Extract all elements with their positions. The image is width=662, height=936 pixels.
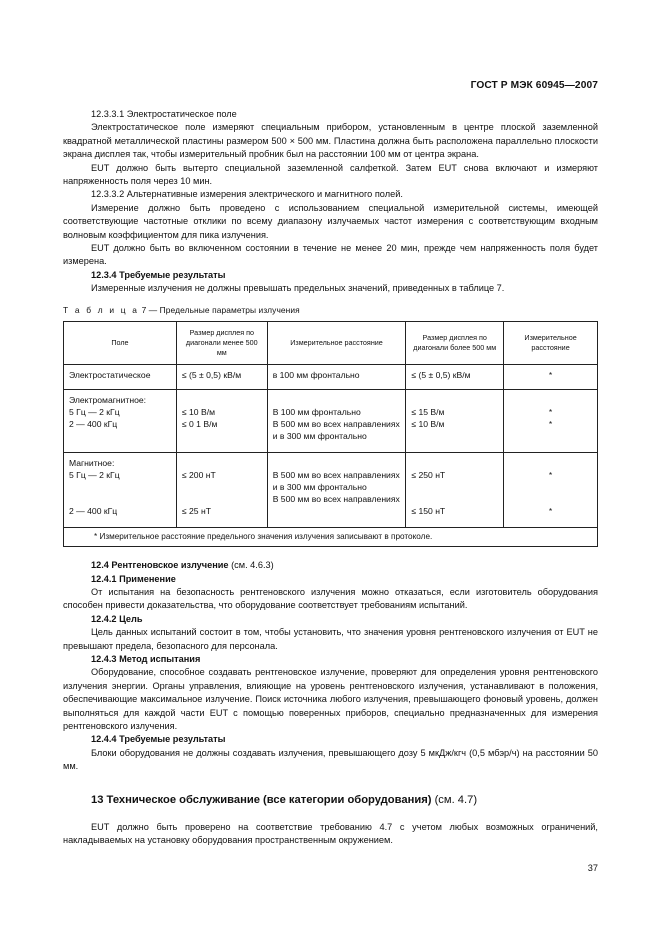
- section-heading-text: 12.4 Рентгеновское излучение: [91, 560, 229, 571]
- table-header-row: [64, 322, 598, 365]
- cell-line: *: [548, 407, 553, 418]
- table-caption: [63, 304, 598, 317]
- cell-line: ≤ 25 нТ: [181, 506, 211, 517]
- cell-line: 5 Гц — 2 кГц: [69, 470, 120, 481]
- page-number: 37: [587, 863, 598, 873]
- section-heading: 12.3.4 Требуемые результаты: [91, 269, 226, 280]
- table-cell: [267, 390, 406, 453]
- cell-line: В 100 мм фронтально: [272, 407, 361, 418]
- paragraph: EUT должно быть проверено на соответствие требованию 4.7 с учетом любых возможных ограничений, накладываемых на установку оборудования пространственным окружением.: [63, 822, 598, 846]
- table-row: [64, 390, 598, 453]
- table-caption-label: Т а б л и ц а: [63, 304, 140, 315]
- section-heading: [63, 559, 598, 572]
- standard-designation: ГОСТ Р МЭК 60945—2007: [470, 80, 598, 91]
- subclause-heading: 12.3.3.2 Альтернативные измерения электрического и магнитного полей.: [91, 189, 403, 200]
- table-caption-text: 7 — Предельные параметры излучения: [141, 304, 300, 315]
- cell-line: 2 — 400 кГц: [69, 506, 118, 517]
- page-content: [63, 108, 598, 848]
- table-cell: ≤ (5 ± 0,5) кВ/м: [176, 365, 267, 390]
- table-row: [64, 453, 598, 528]
- table-cell: [406, 390, 504, 453]
- clause-heading-text: 13 Техническое обслуживание (все категории оборудования): [91, 793, 432, 806]
- table-cell: *: [504, 365, 598, 390]
- paragraph: Измерение должно быть проведено с использованием специальной измерительной системы, имеющей соответствующие частотные отклики по всему диапазону излучаемых частот измерения с соответствующим входным волновым коэффициентом для пика излучения.: [63, 202, 598, 240]
- table-cell: [176, 390, 267, 453]
- limits-table: [63, 321, 598, 547]
- cell-line: В 500 мм во всех направлениях и в 300 мм фронтально: [272, 470, 400, 493]
- cell-line: ≤ 150 нТ: [411, 506, 446, 517]
- paragraph: Блоки оборудования не должны создавать излучения, превышающего дозу 5 мкДж/кгч (0,5 мбэр/ч) на расстоянии 50 мм.: [63, 747, 598, 772]
- cell-line: Электромагнитное:: [69, 395, 147, 406]
- paragraph: EUT должно быть во включенном состоянии в течение не менее 20 мин, прежде чем напряженность поля будет измерена.: [63, 243, 598, 267]
- table-cell: [504, 453, 598, 528]
- paragraph: Электростатическое поле измеряют специальным прибором, установленным в центре плоской заземленной квадратной металлической пластины размером 500 × 500 мм. Пластина должна быть расположена параллельно плоскости экрана дисплея так, чтобы измерительный пробник был на расстоянии 100 мм от центра экрана.: [63, 122, 598, 160]
- cell-line: В 500 мм во всех направлениях: [272, 494, 400, 505]
- header-cell: Поле: [64, 322, 177, 365]
- subclause-heading: 12.4.1 Применение: [91, 573, 176, 584]
- subclause-heading: 12.4.4 Требуемые результаты: [91, 734, 226, 745]
- table-footnote: * Измерительное расстояние предельного значения излучения записывают в протоколе.: [64, 528, 598, 547]
- table-cell: [176, 453, 267, 528]
- cell-line: ≤ 15 В/м: [411, 407, 445, 418]
- table-cell: [64, 453, 177, 528]
- cell-line: ≤ 0 1 В/м: [181, 419, 218, 430]
- cell-line: ≤ 200 нТ: [181, 470, 216, 481]
- table-row: [64, 365, 598, 390]
- cell-line: ≤ 250 нТ: [411, 470, 446, 481]
- paragraph: Измеренные излучения не должны превышать предельных значений, приведенных в таблице 7.: [91, 283, 505, 294]
- subclause-heading: 12.3.3.1 Электростатическое поле: [91, 109, 237, 119]
- clause-heading: [63, 794, 598, 807]
- section-reference: (см. 4.6.3): [231, 560, 274, 571]
- cell-line: В 500 мм во всех направлениях и в 300 мм фронтально: [272, 419, 400, 442]
- cell-line: ≤ 10 В/м: [411, 419, 445, 430]
- header-cell: Размер дисплея по диагонали более 500 мм: [406, 322, 504, 365]
- table-cell: ≤ (5 ± 0,5) кВ/м: [406, 365, 504, 390]
- table-cell: [406, 453, 504, 528]
- clause-reference: (см. 4.7): [434, 793, 478, 806]
- header-cell: Измерительное расстояние: [267, 322, 406, 365]
- cell-line: *: [548, 506, 553, 517]
- paragraph: Оборудование, способное создавать рентгеновское излучение, проверяют для определения уровня рентгеновского излучения энергии. Органы управления, влияющие на уровень рентгеновского излучения, устанавливают в положения, обеспечивающие максимальное излучение. Поиск источника любого излучения, превышающего фоновый уровень, должен выполняться для каждой части EUT с помощью поверенных приборов, специально предназначенных для измерения рентгеновского излучения.: [63, 667, 598, 731]
- cell-line: 5 Гц — 2 кГц: [69, 407, 120, 418]
- cell-line: *: [548, 419, 553, 430]
- table-cell: Электростатическое: [64, 365, 177, 390]
- header-cell: Измерительное расстояние: [504, 322, 598, 365]
- table-cell: в 100 мм фронтально: [267, 365, 406, 390]
- cell-line: *: [548, 470, 553, 481]
- table-cell: [267, 453, 406, 528]
- subclause-heading: 12.4.3 Метод испытания: [91, 653, 201, 664]
- paragraph: От испытания на безопасность рентгеновского излучения можно отказаться, если изготовитель оборудования способен привести доказательства, что оборудование соответствует требованиям испытаний.: [63, 586, 598, 611]
- table-cell: [64, 390, 177, 453]
- cell-line: Магнитное:: [69, 458, 115, 469]
- table-cell: [504, 390, 598, 453]
- cell-line: 2 — 400 кГц: [69, 419, 118, 430]
- paragraph: EUT должно быть вытерто специальной заземленной салфеткой. Затем EUT снова включают и измеряют напряженность поля через 10 мин.: [63, 162, 598, 187]
- paragraph: Цель данных испытаний состоит в том, чтобы установить, что значения уровня рентгеновского излучения от EUT не превышают предела, безопасного для персонала.: [63, 627, 598, 651]
- cell-line: ≤ 10 В/м: [181, 407, 215, 418]
- table-footnote-row: [64, 528, 598, 547]
- header-cell: Размер дисплея по диагонали менее 500 мм: [176, 322, 267, 365]
- subclause-heading: 12.4.2 Цель: [91, 613, 143, 624]
